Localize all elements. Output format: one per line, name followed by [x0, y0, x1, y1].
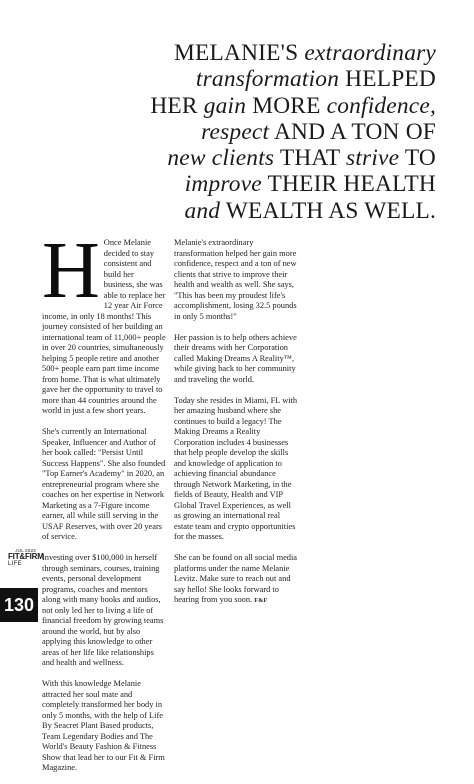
page-number: 130	[0, 588, 38, 622]
pull-quote-line-5: new clients THAT strive TO	[167, 145, 436, 172]
article-column-right	[174, 238, 298, 617]
article-paragraph: Today she resides in Miami, FL with her amazing husband where she continues to build a legacy! The Making Dreams a Reality Corporation includes 4 businesses that help people develop the skills and knowledge of application to achieving financial abundance through Network Marketing, in the fields of Beauty, Health and VIP Global Travel Experiences, as well as growing an international real estate team and crypto opportunities for the masses.	[174, 395, 298, 541]
article-paragraph: Once Melanie decided to stay consistent and build her business, she was able to replace her 12 year Air Force income, in only 18 months! This journey consisted of her building an international team of 11,000+ people in over 20 countries, simultaneously helping 5 people retire and another 500+ people earn part time income from home. That is what ultimately gave her the opportunity to travel to more than 44 countries around the world in just a few short years.	[42, 238, 166, 415]
pull-quote-line-3: HER gain MORE confidence,	[150, 92, 436, 119]
article-paragraph: Melanie's extraordinary transformation helped her gain more confidence, respect and a ton of new clients that strive to improve their health and wealth as well. She says, "This has been my proudest life's accomplishment, losing 32.5 pounds in only 5 months!"	[174, 238, 297, 321]
article-paragraph: She's currently an International Speaker, Influencer and Author of her book called: "Persist Until Success Happens". She also founded "Top Earner's Academy" in 2020, an entrepreneurial program where she coaches on her expertise in Network Marketing as a 7-Figure income earner, all while still serving in the USAF Reserves, with over 20 years of service.	[42, 427, 166, 541]
end-mark: F&F	[254, 598, 268, 604]
article-paragraph: Her passion is to help others achieve their dreams with her Corporation called Making Dreams A Reality™, while giving back to her community and traveling the world.	[174, 332, 297, 384]
article-paragraph: With this knowledge Melanie attracted her soul mate and completely transformed her body in only 5 months, with the help of Life By Seacret Plant Based products, Team Legendary Bodies and The World's Beauty Fashion & Fitness Show that lead her to our Fit & Firm Magazine.	[42, 679, 165, 772]
pull-quote-line-6: improve THEIR HEALTH	[184, 171, 436, 198]
pull-quote-line-4: respect AND A TON OF	[201, 118, 436, 145]
article-paragraph: She can be found on all social media platforms under the name Melanie Levitz. Make sure to reach out and say hello! She looks forward to hearing from you soon. F&F	[174, 553, 298, 604]
issue-date: JUL 2022	[15, 548, 36, 553]
pull-quote	[36, 40, 436, 224]
article-paragraph: Investing over $100,000 in herself through seminars, courses, training events, personal development programs, coaches and mentors along with many books and audios, not only led her to living a life of financial freedom by growing teams around the world, but by also applying this knowledge to other areas of her life like relationships and health and wellness.	[42, 553, 164, 667]
drop-cap: H	[42, 227, 100, 315]
pull-quote-line-2: transformation HELPED	[195, 66, 436, 93]
magazine-subname: LIFE	[8, 561, 22, 567]
pull-quote-line-7: and WEALTH AS WELL.	[184, 197, 436, 224]
magazine-name: FIT&FIRM	[8, 552, 44, 561]
magazine-footer-brand	[8, 548, 44, 567]
article-column-left	[42, 227, 166, 784]
pull-quote-line-1: MELANIE'S extraordinary	[174, 40, 436, 66]
